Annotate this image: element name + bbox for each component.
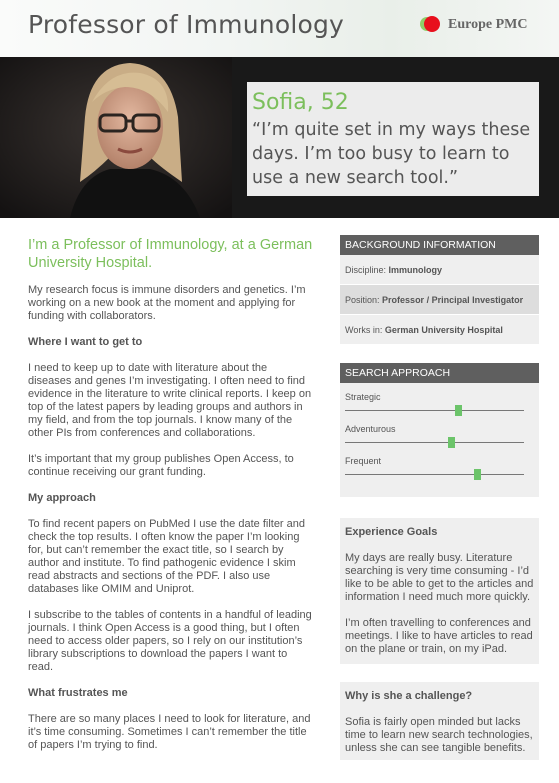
experience-goals-paragraph-2: I’m often travelling to conferences and meetings. I like to have articles to read on the plane or train, on my iPad. (345, 617, 533, 655)
works-in-row (340, 315, 539, 345)
slider-knob-adventurous (448, 437, 455, 448)
page-title: Professor of Immunology (28, 10, 345, 39)
approach-paragraph-1: To find recent papers on PubMed I use the date filter and check the top results. I often know the paper I’m looking for, but can’t remember the exact title, so I search by author and institute. To find pathogenic evidence I skim read abstracts and sections of the PDF. I also use databases like OMIM and Uniprot. (28, 518, 306, 595)
discipline-value: Immunology (388, 265, 443, 275)
background-info-panel (340, 235, 539, 345)
want-heading: Where I want to get to (28, 336, 143, 348)
slider-strategic (345, 404, 534, 416)
challenge-content (340, 682, 539, 755)
challenge-heading: Why is she a challenge? (345, 690, 473, 702)
search-approach-panel (340, 363, 539, 497)
slider-knob-strategic (455, 405, 462, 416)
experience-goals-heading: Experience Goals (345, 526, 438, 538)
search-sliders (340, 383, 539, 480)
intro-text: I’m a Professor of Immunology, at a German University Hospital. (28, 237, 313, 271)
europe-pmc-logo (418, 12, 546, 38)
challenge-paragraph: Sofia is fairly open minded but lacks time to learn new search technologies, unless she can see tangible benefits. (345, 716, 533, 754)
position-value: Professor / Principal Investigator (382, 295, 524, 305)
hero-banner (0, 57, 559, 218)
frustrates-heading: What frustrates me (28, 687, 128, 699)
slider-frequent (345, 468, 534, 480)
experience-goals-panel (340, 518, 539, 664)
want-paragraph-2: It’s important that my group publishes Open Access, to continue receiving our grant funding. (28, 453, 294, 478)
search-approach-heading: SEARCH APPROACH (340, 363, 539, 383)
europe-pmc-logo-icon (418, 12, 442, 36)
slider-label-adventurous: Adventurous (345, 424, 396, 434)
research-paragraph: My research focus is immune disorders and genetics. I’m working on a new book at the moment and applying for funding with collaborators. (28, 284, 306, 322)
discipline-row (340, 255, 539, 285)
experience-goals-content (340, 518, 539, 656)
slider-adventurous (345, 436, 534, 448)
works-in-label: Works in: (345, 325, 383, 335)
persona-name: Sofia, 52 (252, 90, 349, 115)
approach-heading: My approach (28, 492, 96, 504)
experience-goals-paragraph-1: My days are really busy. Literature searching is very time consuming - I’d like to be able to get to the articles and information I need much more quickly. (345, 552, 534, 603)
position-row (340, 285, 539, 315)
slider-track-line (345, 474, 524, 475)
slider-label-frequent: Frequent (345, 456, 382, 466)
slider-label-strategic: Strategic (345, 392, 381, 402)
logo-text: Europe PMC (448, 17, 528, 32)
frustrates-paragraph: There are so many places I need to look for literature, and it’s time consuming. Sometimes I can’t remember the title of papers I’m trying to find. (28, 713, 311, 751)
background-info-heading: BACKGROUND INFORMATION (340, 235, 539, 255)
approach-paragraph-2: I subscribe to the tables of contents in a handful of leading journals. I think Open Access is a good thing, but I often need to access older papers, so I rely on our institution’s library subscriptions to download the papers I want to read. (28, 609, 312, 673)
discipline-label: Discipline: (345, 265, 387, 275)
page-header (0, 0, 559, 57)
slider-knob-frequent (474, 469, 481, 480)
slider-track-line (345, 410, 524, 411)
works-in-value: German University Hospital (384, 325, 503, 335)
want-paragraph-1: I need to keep up to date with literature about the diseases and genes I’m investigating. I often need to find evidence in the literature to write clinical reports. I keep on top of the latest papers by leading groups and authors in my field, and from the top journals. I know many of the other PIs from conferences and collaborations. (28, 362, 312, 439)
persona-quote: “I’m quite set in my ways these days. I’m too busy to learn to use a new search tool.” (252, 120, 531, 188)
position-label: Position: (345, 295, 380, 305)
persona-quote-box (247, 82, 539, 196)
slider-track-line (345, 442, 524, 443)
persona-narrative (28, 236, 313, 765)
persona-portrait-image (0, 57, 232, 218)
challenge-panel (340, 682, 539, 760)
